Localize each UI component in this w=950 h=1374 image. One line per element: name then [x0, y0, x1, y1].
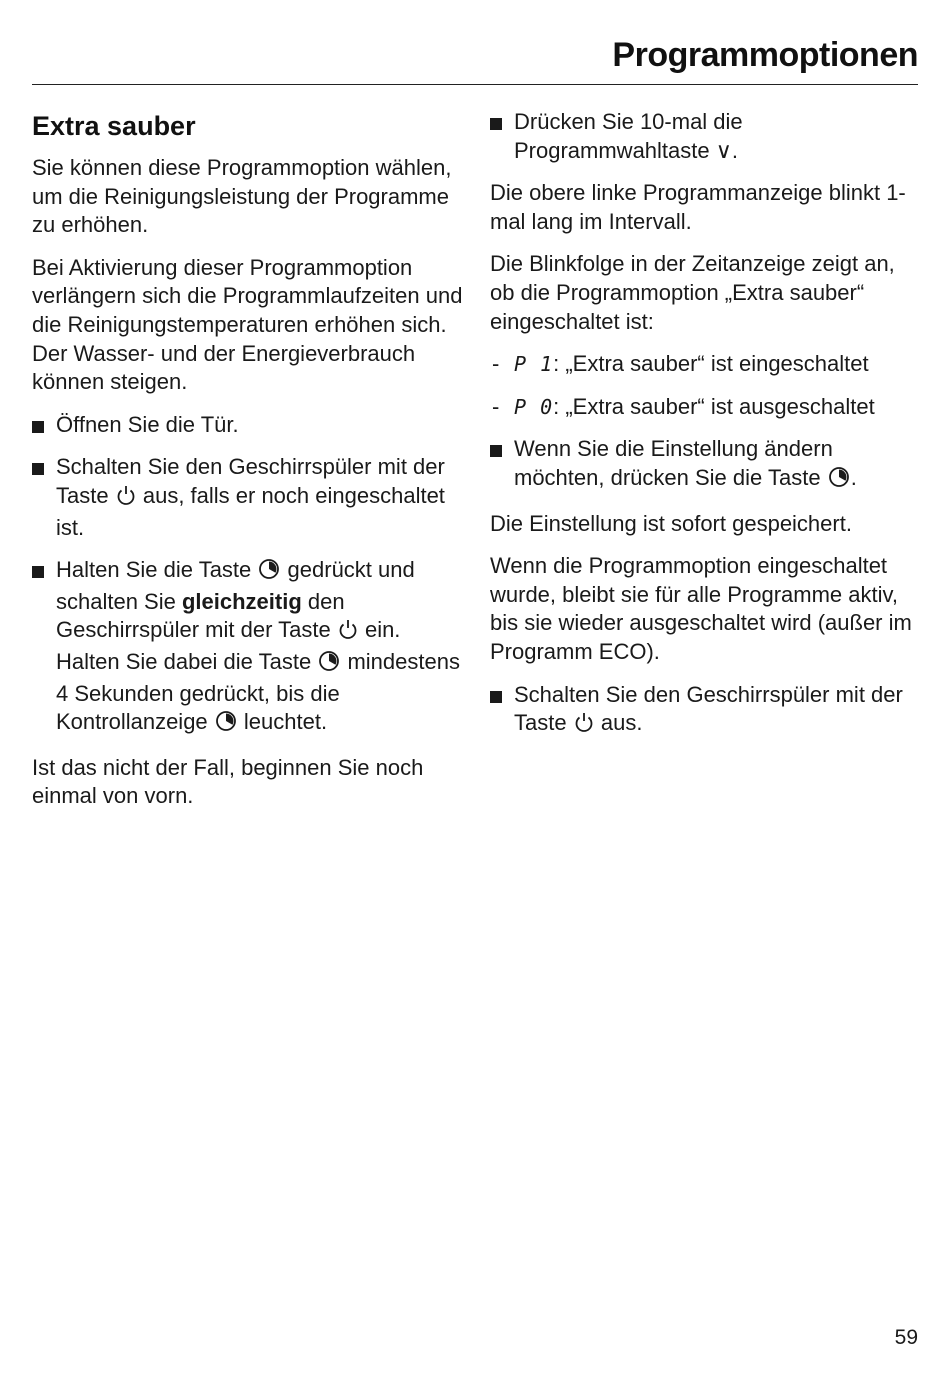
power-icon: [574, 711, 594, 741]
list-item-text: Halten Sie die Taste: [56, 557, 252, 583]
intro-paragraph: Sie können diese Programmoption wählen, um die Reinigungsleistung der Programme zu erhöhen.: [32, 155, 452, 238]
header-divider: [32, 84, 918, 85]
dash-item-text: : „Extra sauber“ ist eingeschaltet: [553, 351, 869, 377]
dash-marker: -: [492, 351, 500, 377]
page-number: 59: [894, 1326, 918, 1349]
dash-item: [490, 393, 922, 422]
bullet-square-icon: [490, 118, 502, 130]
list-item-text: .: [850, 464, 857, 490]
bullet-square-icon: [32, 421, 44, 433]
list-item: [490, 681, 922, 741]
section-title: Extra sauber: [32, 111, 196, 141]
display-code: P 1: [514, 352, 554, 377]
list-item-text: ein. Halten Sie dabei die Taste: [56, 617, 401, 674]
list-item: [490, 108, 922, 165]
saved-paragraph: Die Einstellung ist sofort gespeichert.: [490, 510, 852, 536]
power-icon: [338, 618, 358, 648]
right-column: [490, 108, 922, 755]
list-item-text: Öffnen Sie die Tür.: [56, 411, 239, 437]
dash-item: [490, 350, 922, 379]
list-item-text: Schalten Sie den Geschirrspüler mit der Taste: [56, 454, 445, 508]
list-item: [32, 411, 464, 440]
list-item-text: Schalten Sie den Geschirrspüler mit der Taste: [514, 681, 903, 736]
description-paragraph: Bei Aktivierung dieser Programmoption verlängern sich die Programmlaufzeiten und die Reinigungstemperaturen erhöhen sich. Der Wasser- und der Energieverbrauch können steigen.: [32, 254, 463, 395]
list-item-text: Wenn Sie die Einstellung ändern möchten, drücken Sie die Taste: [514, 436, 833, 490]
persistence-paragraph: Wenn die Programmoption eingeschaltet wurde, bleibt sie für alle Programme aktiv, bis sie wieder ausgeschaltet wird (außer im Programm ECO).: [490, 553, 912, 664]
extra-clean-icon: [258, 558, 280, 588]
blink-sequence-paragraph: Die Blinkfolge in der Zeitanzeige zeigt an, ob die Programmoption „Extra sauber“ eingeschaltet ist:: [490, 251, 895, 334]
extra-clean-icon: [318, 650, 340, 680]
blink-paragraph: Die obere linke Programmanzeige blinkt 1-mal lang im Intervall.: [490, 180, 906, 234]
bullet-square-icon: [32, 463, 44, 475]
list-item-text: mindestens 4 Sekunden gedrückt, bis die Kontrollanzeige: [56, 648, 460, 735]
bullet-square-icon: [32, 566, 44, 578]
bullet-square-icon: [490, 445, 502, 457]
list-item-text: aus, falls er noch eingeschaltet ist.: [56, 482, 445, 540]
list-item: [490, 435, 922, 495]
list-item-text: aus.: [600, 710, 643, 736]
emphasis-text: gleichzeitig: [181, 588, 302, 614]
dash-item-text: : „Extra sauber“ ist ausgeschaltet: [553, 393, 875, 419]
retry-paragraph: Ist das nicht der Fall, beginnen Sie noch einmal von vorn.: [32, 754, 424, 809]
list-item-text: gedrückt und schalten Sie: [56, 557, 415, 614]
display-code: P 0: [514, 394, 554, 419]
power-icon: [116, 484, 136, 514]
extra-clean-icon: [215, 710, 237, 740]
dash-marker: -: [492, 393, 500, 419]
extra-clean-icon: [828, 466, 850, 496]
list-item-text: den Geschirrspüler mit der Taste: [56, 588, 345, 643]
list-item: [32, 556, 464, 740]
list-item-text: Drücken Sie 10-mal die Programmwahltaste ∨.: [514, 109, 743, 163]
page-title: Programmoptionen: [612, 36, 918, 74]
bullet-square-icon: [490, 691, 502, 703]
list-item: [32, 453, 464, 542]
left-column: [32, 108, 464, 825]
list-item-text: leuchtet.: [243, 709, 328, 735]
